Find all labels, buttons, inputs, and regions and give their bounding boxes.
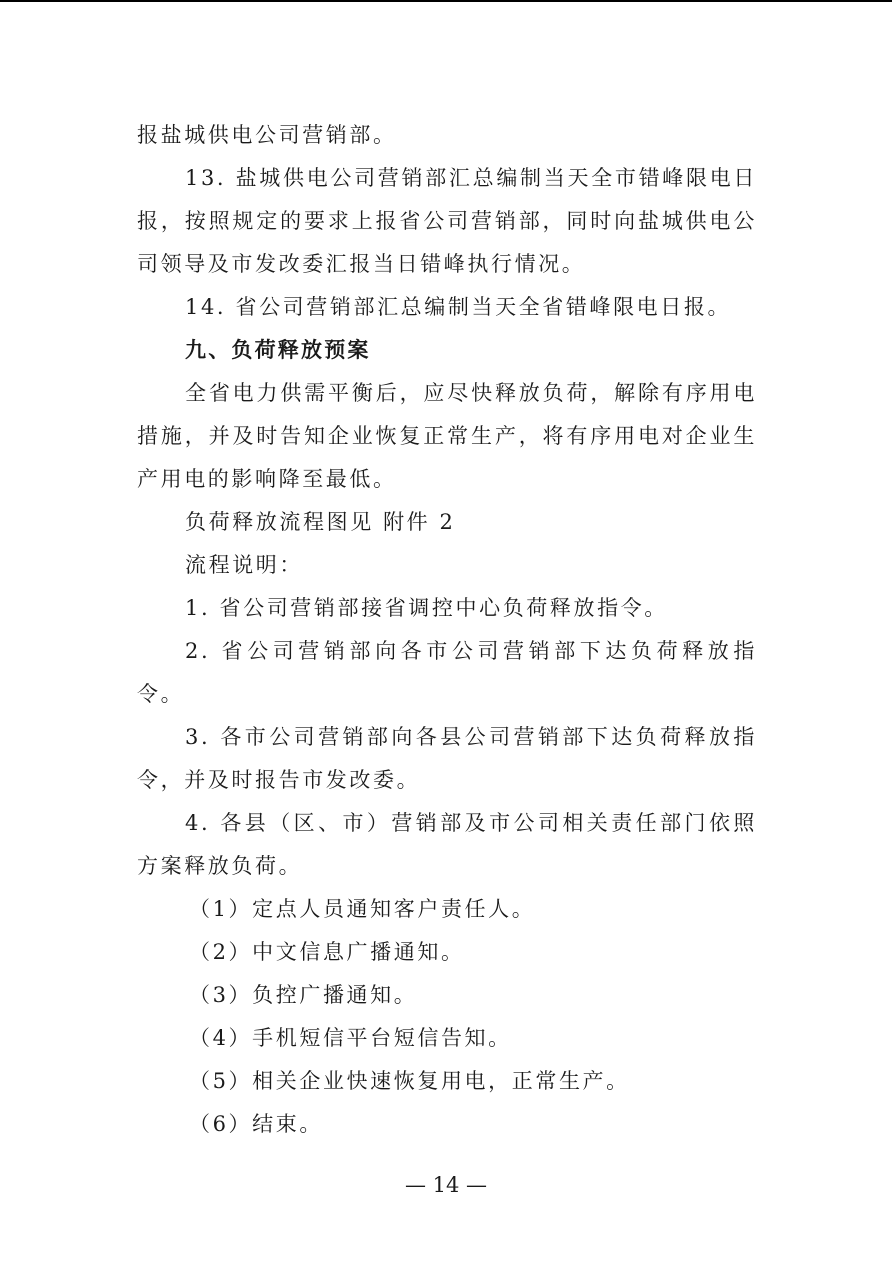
page-top-border [0, 0, 892, 2]
flow-description-label: 流程说明： [185, 553, 303, 577]
flow-substep-6: （6）结束。 [189, 1112, 323, 1136]
flow-substep-1: （1）定点人员通知客户责任人。 [189, 897, 536, 921]
paragraph-continuation: 报盐城供电公司营销部。 [137, 123, 397, 147]
section-intro: 全省电力供需平衡后，应尽快释放负荷，解除有序用电措施，并及时告知企业恢复正常生产，将有序用电对企业生产用电的影响降至最低。 [137, 381, 757, 491]
document-body [137, 114, 757, 1146]
paragraph-item-13: 13. 盐城供电公司营销部汇总编制当天全市错峰限电日报，按照规定的要求上报省公司营销部，同时向盐城供电公司领导及市发改委汇报当日错峰执行情况。 [137, 166, 757, 276]
flow-step-4: 4. 各县（区、市）营销部及市公司相关责任部门依照方案释放负荷。 [137, 811, 757, 878]
flow-step-3: 3. 各市公司营销部向各县公司营销部下达负荷释放指令，并及时报告市发改委。 [137, 725, 757, 792]
page-number: — 14 — [404, 1173, 488, 1197]
flow-step-1: 1. 省公司营销部接省调控中心负荷释放指令。 [185, 596, 668, 620]
section-heading: 九、负荷释放预案 [185, 338, 371, 362]
flow-substep-4: （4）手机短信平台短信告知。 [189, 1026, 512, 1050]
flowchart-reference: 负荷释放流程图见 附件 2 [185, 510, 456, 534]
flow-substep-3: （3）负控广播通知。 [189, 983, 418, 1007]
flow-substep-2: （2）中文信息广播通知。 [189, 940, 465, 964]
flow-step-2: 2. 省公司营销部向各市公司营销部下达负荷释放指令。 [137, 639, 757, 706]
paragraph-item-14: 14. 省公司营销部汇总编制当天全省错峰限电日报。 [185, 295, 732, 319]
flow-substep-5: （5）相关企业快速恢复用电，正常生产。 [189, 1069, 630, 1093]
